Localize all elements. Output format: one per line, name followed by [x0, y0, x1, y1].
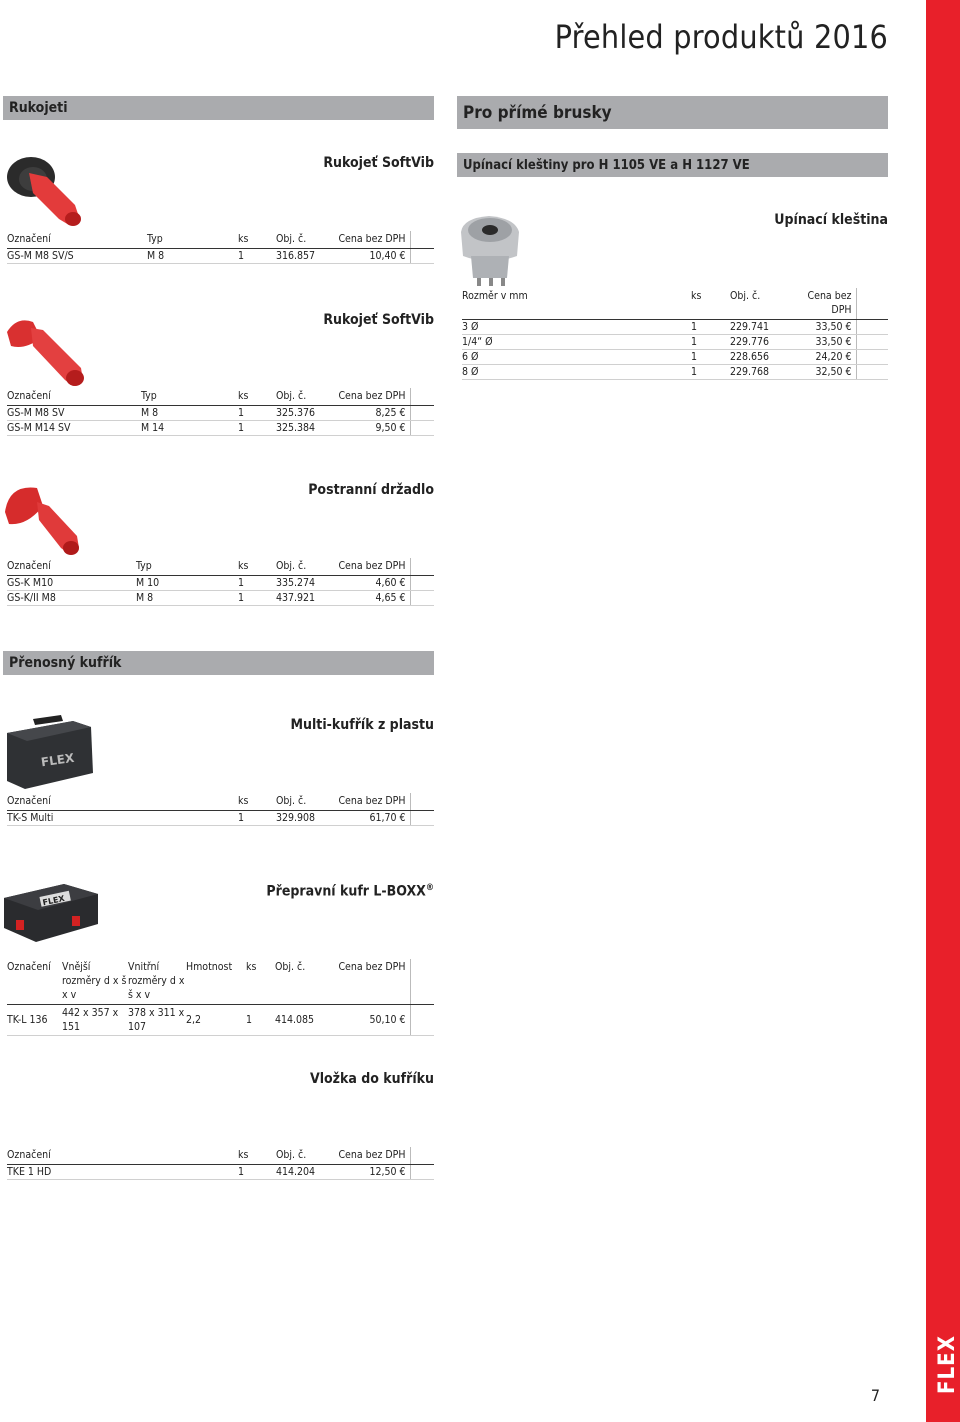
col-vnejsi-rozmery: Vnější rozměry d x š x v — [62, 959, 128, 1005]
col-typ: Typ — [147, 231, 238, 249]
col-obj: Obj. č. — [276, 793, 338, 811]
col-typ: Typ — [141, 388, 238, 406]
table-softvib-2 — [7, 388, 434, 436]
col-oznaceni: Označení — [7, 959, 62, 1005]
page-title: Přehled produktů 2016 — [554, 18, 888, 56]
col-oznaceni: Označení — [7, 1147, 238, 1165]
col-ks: ks — [246, 959, 275, 1005]
softvib-handle-image — [3, 155, 85, 231]
col-obj: Obj. č. — [276, 231, 338, 249]
side-handle-image — [3, 482, 83, 558]
table-row: GS-M M8 SV/S M 8 1 316.857 10,40 € — [7, 249, 434, 264]
section-prenosny-kufrik: Přenosný kufřík — [3, 651, 434, 675]
table-vlozka — [7, 1147, 434, 1180]
col-ks: ks — [238, 793, 276, 811]
col-cena: Cena bez DPH — [338, 1147, 410, 1165]
col-oznaceni: Označení — [7, 558, 136, 576]
table-row: 6 Ø 1 228.656 24,20 € — [462, 350, 888, 365]
svg-text:FLEX: FLEX — [41, 893, 66, 908]
col-typ: Typ — [136, 558, 238, 576]
col-cena: Cena bez DPH — [338, 558, 410, 576]
col-vnitrni-rozmery: Vnitřní rozměry d x š x v — [128, 959, 186, 1005]
col-obj: Obj. č. — [276, 388, 338, 406]
l-boxx-case-image — [2, 880, 100, 946]
table-softvib-1 — [7, 231, 434, 264]
subsection-upinaci-klestiny: Upínací kleštiny pro H 1105 VE a H 1127 VE — [457, 153, 888, 177]
col-cena: Cena bez DPH — [337, 959, 410, 1005]
col-obj: Obj. č. — [275, 959, 337, 1005]
col-cena: Cena bez DPH — [338, 793, 410, 811]
col-hmotnost: Hmotnost — [186, 959, 246, 1005]
col-obj: Obj. č. — [730, 288, 792, 320]
collet-image — [455, 212, 525, 288]
table-row: 3 Ø 1 229.741 33,50 € — [462, 320, 888, 335]
col-cena: Cena bez DPH — [338, 388, 410, 406]
heading-multi-kufrik: Multi-kufřík z plastu — [290, 717, 434, 733]
page-number: 7 — [870, 1386, 880, 1405]
section-rukojeti: Rukojeti — [3, 96, 434, 120]
softvib-handle-2-image — [3, 310, 89, 388]
multi-case-image — [3, 715, 95, 793]
table-multi-kufrik — [7, 793, 434, 826]
col-rozmer: Rozměr v mm — [462, 288, 691, 320]
col-cena: Cena bez DPH — [338, 231, 410, 249]
col-ks: ks — [238, 1147, 276, 1165]
table-row: GS-M M8 SV M 8 1 325.376 8,25 € — [7, 406, 434, 421]
table-row: GS-K M10 M 10 1 335.274 4,60 € — [7, 576, 434, 591]
table-row: 8 Ø 1 229.768 32,50 € — [462, 365, 888, 380]
flex-logo: FLEX — [934, 1335, 960, 1394]
col-cena: Cena bez DPH — [792, 288, 856, 320]
col-obj: Obj. č. — [276, 1147, 338, 1165]
brand-side-bar — [926, 0, 960, 1422]
table-row: TK-L 136 442 x 357 x 151 378 x 311 x 107 2,2 1 414.085 50,10 € — [7, 1005, 434, 1036]
col-oznaceni: Označení — [7, 231, 147, 249]
section-pro-prime-brusky: Pro přímé brusky — [457, 96, 888, 129]
heading-vlozka-do-kufriku: Vložka do kufříku — [309, 1071, 434, 1087]
table-row: 1/4“ Ø 1 229.776 33,50 € — [462, 335, 888, 350]
table-upinaci-klestina — [462, 288, 888, 380]
col-ks: ks — [238, 388, 276, 406]
heading-upinaci-klestina: Upínací kleština — [774, 212, 888, 228]
table-postranni-drzadlo — [7, 558, 434, 606]
heading-postranni-drzadlo: Postranní držadlo — [308, 482, 434, 498]
col-ks: ks — [691, 288, 730, 320]
table-row: GS-K/II M8 M 8 1 437.921 4,65 € — [7, 591, 434, 606]
table-l-boxx — [7, 959, 434, 1036]
col-obj: Obj. č. — [276, 558, 338, 576]
heading-rukojet-softvib-1: Rukojeť SoftVib — [323, 155, 434, 171]
col-ks: ks — [238, 558, 276, 576]
heading-l-boxx: Přepravní kufr L-BOXX® — [266, 883, 434, 900]
col-oznaceni: Označení — [7, 793, 238, 811]
col-ks: ks — [238, 231, 276, 249]
col-oznaceni: Označení — [7, 388, 141, 406]
table-row: TKE 1 HD 1 414.204 12,50 € — [7, 1165, 434, 1180]
svg-text:FLEX: FLEX — [40, 750, 76, 770]
table-row: GS-M M14 SV M 14 1 325.384 9,50 € — [7, 421, 434, 436]
heading-rukojet-softvib-2: Rukojeť SoftVib — [323, 312, 434, 328]
table-row: TK-S Multi 1 329.908 61,70 € — [7, 811, 434, 826]
